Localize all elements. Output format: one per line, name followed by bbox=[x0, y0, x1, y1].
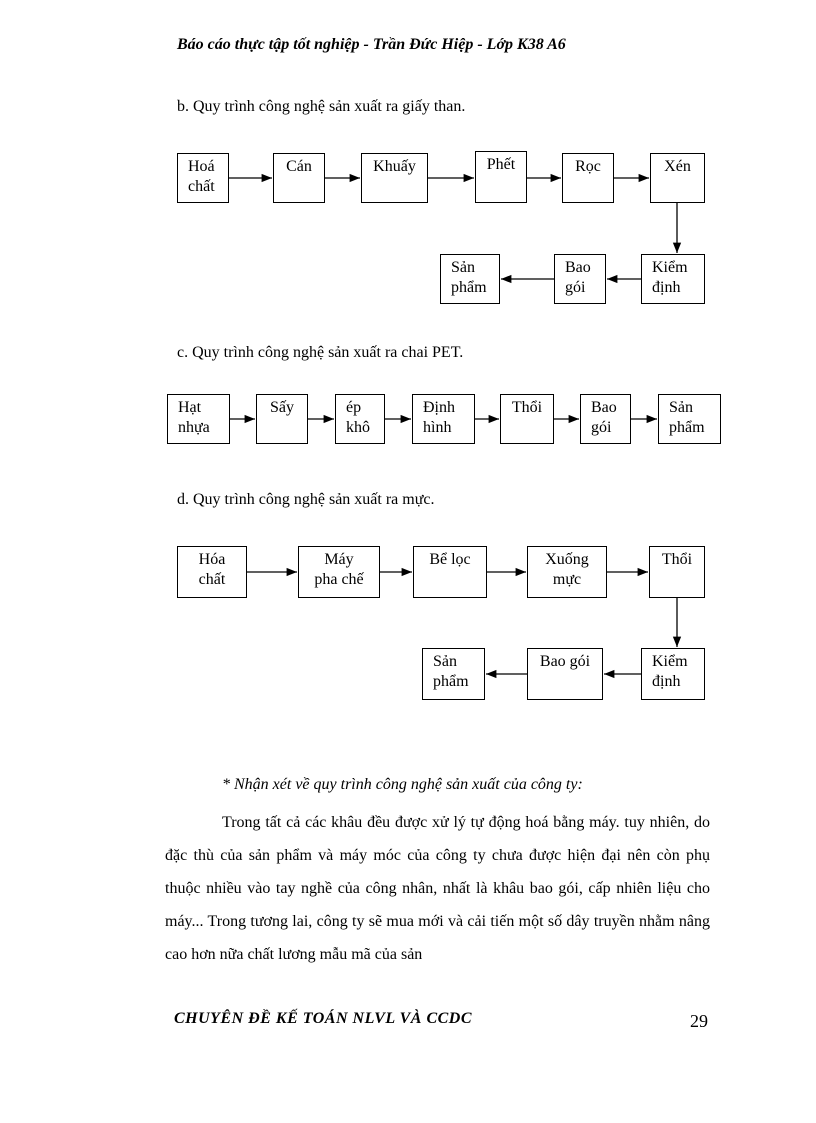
remark-heading: * Nhận xét về quy trình công nghệ sản xuất của công ty: bbox=[222, 776, 583, 793]
flow-d-step-may-pha-che: Máy pha chế bbox=[298, 546, 380, 598]
footer-title: CHUYÊN ĐỀ KẾ TOÁN NLVL VÀ CCDC bbox=[174, 1010, 473, 1027]
section-b-title: b. Quy trình công nghệ sản xuất ra giấy than. bbox=[177, 98, 466, 115]
section-d-title: d. Quy trình công nghệ sản xuất ra mực. bbox=[177, 491, 435, 508]
flow-c-step-san-pham: Sản phẩm bbox=[658, 394, 721, 444]
flow-d-step-xuong-muc: Xuống mực bbox=[527, 546, 607, 598]
flow-d-step-be-loc: Bể lọc bbox=[413, 546, 487, 598]
flow-b-step-khuay: Khuấy bbox=[361, 153, 428, 203]
flow-c-step-thoi: Thổi bbox=[500, 394, 554, 444]
flow-d-step-bao-goi: Bao gói bbox=[527, 648, 603, 700]
remark-paragraph: Trong tất cả các khâu đều được xử lý tự động hoá bằng máy. tuy nhiên, do đặc thù của sản phẩm và máy móc của công ty chưa được hiện đại nên còn phụ thuộc nhiều vào tay nghề của công nhân, nhất là khâu bao gói, cấp nhiên liệu cho máy... Trong tương lai, công ty sẽ mua mới và cải tiến một số dây truyền nhằm nâng cao hơn nữa chất lương mẫu mã của sản bbox=[165, 814, 710, 963]
section-c-title: c. Quy trình công nghệ sản xuất ra chai PET. bbox=[177, 344, 464, 361]
flow-b-step-can: Cán bbox=[273, 153, 325, 203]
page-number: 29 bbox=[690, 1011, 708, 1031]
document-header: Báo cáo thực tập tốt nghiệp - Trần Đức Hiệp - Lớp K38 A6 bbox=[177, 36, 566, 53]
flow-b-step-kiem-dinh: Kiểm định bbox=[641, 254, 705, 304]
flow-c-step-bao-goi: Bao gói bbox=[580, 394, 631, 444]
flow-c-step-dinh-hinh: Định hình bbox=[412, 394, 475, 444]
flow-b-step-xen: Xén bbox=[650, 153, 705, 203]
flow-d-step-thoi: Thổi bbox=[649, 546, 705, 598]
flow-b-step-phet: Phết bbox=[475, 151, 527, 203]
flow-d-step-hoa-chat: Hóa chất bbox=[177, 546, 247, 598]
flow-b-step-san-pham: Sản phẩm bbox=[440, 254, 500, 304]
flow-c-step-ep-kho: ép khô bbox=[335, 394, 385, 444]
flow-b-step-roc: Rọc bbox=[562, 153, 614, 203]
flow-c-step-say: Sấy bbox=[256, 394, 308, 444]
flow-c-step-hat-nhua: Hạt nhựa bbox=[167, 394, 230, 444]
flow-b-step-hoa-chat: Hoá chất bbox=[177, 153, 229, 203]
flow-b-step-bao-goi: Bao gói bbox=[554, 254, 606, 304]
flow-d-step-kiem-dinh: Kiểm định bbox=[641, 648, 705, 700]
flow-d-step-san-pham: Sản phẩm bbox=[422, 648, 485, 700]
